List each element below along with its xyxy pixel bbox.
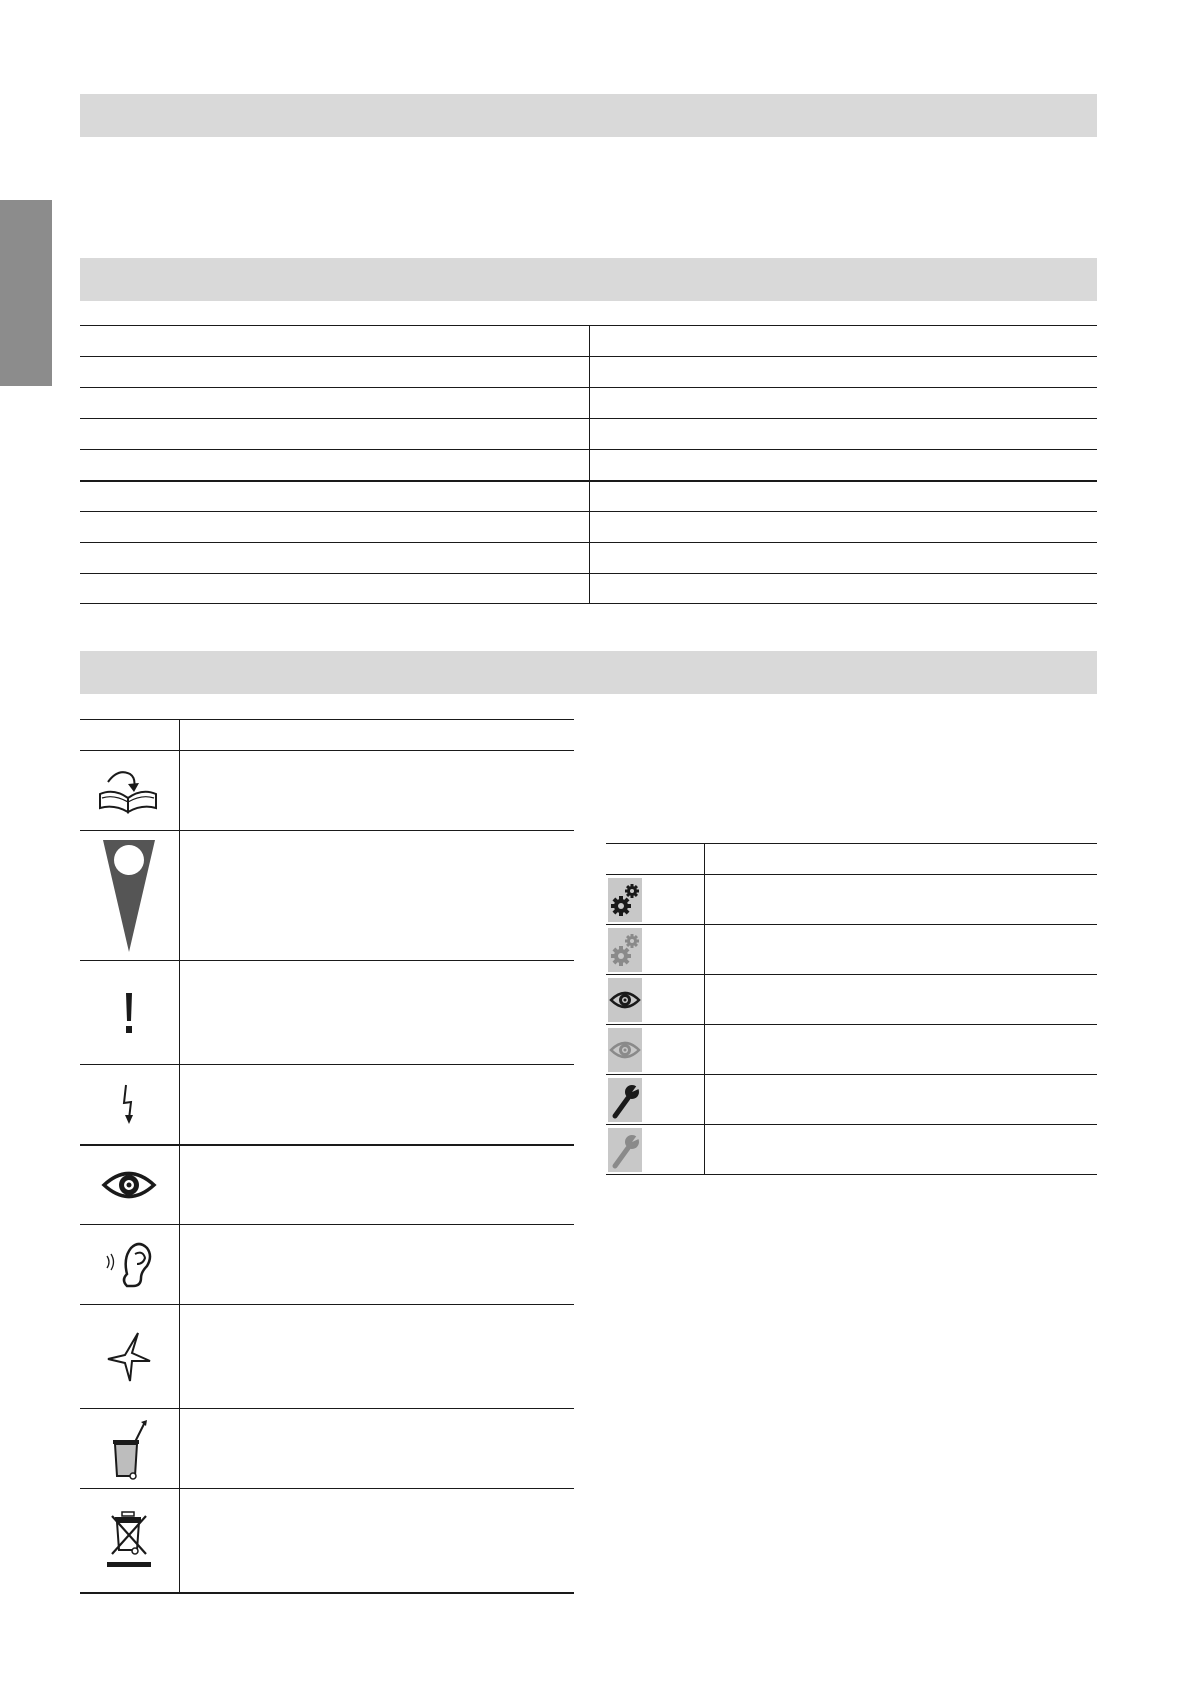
read-manual-icon xyxy=(80,766,179,816)
table-row xyxy=(80,573,1097,604)
section-bar-3 xyxy=(80,651,1097,694)
table-row xyxy=(80,542,1097,573)
table-row xyxy=(80,418,1097,449)
eye-icon xyxy=(80,1168,179,1202)
meaning-header xyxy=(704,844,1097,875)
table-row xyxy=(80,449,1097,480)
warning-pennant-icon xyxy=(80,838,179,954)
gears-grey-icon xyxy=(608,928,642,972)
noise-ear-icon xyxy=(80,1240,179,1290)
gears-icon xyxy=(608,878,642,922)
table-row xyxy=(80,356,1097,387)
side-tab-marker xyxy=(0,200,52,386)
wrench-grey-icon xyxy=(608,1128,642,1172)
section-bar-1 xyxy=(80,94,1097,137)
eye-small-icon xyxy=(608,978,642,1022)
symbol-header xyxy=(80,720,179,751)
no-household-waste-icon xyxy=(80,1508,179,1572)
attention-icon xyxy=(80,991,179,1035)
electric-hazard-icon xyxy=(80,1083,179,1125)
table-row xyxy=(80,511,1097,542)
meaning-header xyxy=(179,720,574,751)
symbol-header xyxy=(606,844,704,875)
damage-spark-icon xyxy=(80,1331,179,1383)
recycle-bin-icon xyxy=(80,1418,179,1480)
table-row xyxy=(80,325,1097,356)
icon-legend-table xyxy=(606,843,1097,1175)
table-row xyxy=(80,480,1097,511)
eye-small-grey-icon xyxy=(608,1028,642,1072)
wrench-icon xyxy=(608,1078,642,1122)
general-data-table xyxy=(80,325,1097,604)
symbols-table xyxy=(80,719,574,1594)
table-row xyxy=(80,387,1097,418)
section-bar-2 xyxy=(80,258,1097,301)
